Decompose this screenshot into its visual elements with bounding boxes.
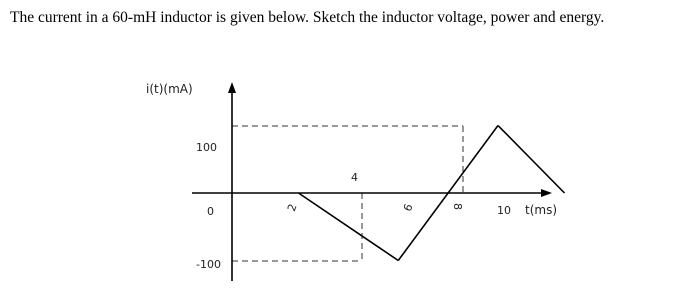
x-tick-4: 4: [351, 171, 358, 184]
x-tick-8: 8: [451, 203, 464, 210]
x-tick-2: 2: [284, 202, 300, 214]
y-axis-label: i(t)(mA): [146, 82, 193, 96]
question-text: The current in a 60-mH inductor is given below. Sketch the inductor voltage, power and energy.: [10, 9, 605, 26]
waveform-segment-0-2: [498, 126, 565, 194]
x-tick-6: 6: [400, 202, 416, 214]
x-axis-arrow: [541, 189, 552, 197]
waveform-segment-0-0: [299, 193, 399, 261]
y-axis-arrow: [228, 82, 236, 93]
y-tick-neg100: -100: [196, 258, 221, 271]
y-tick-0: 0: [207, 205, 214, 218]
y-tick-100: 100: [196, 141, 217, 154]
x-tick-10: 10: [497, 204, 511, 217]
x-axis-label: t(ms): [525, 203, 558, 217]
